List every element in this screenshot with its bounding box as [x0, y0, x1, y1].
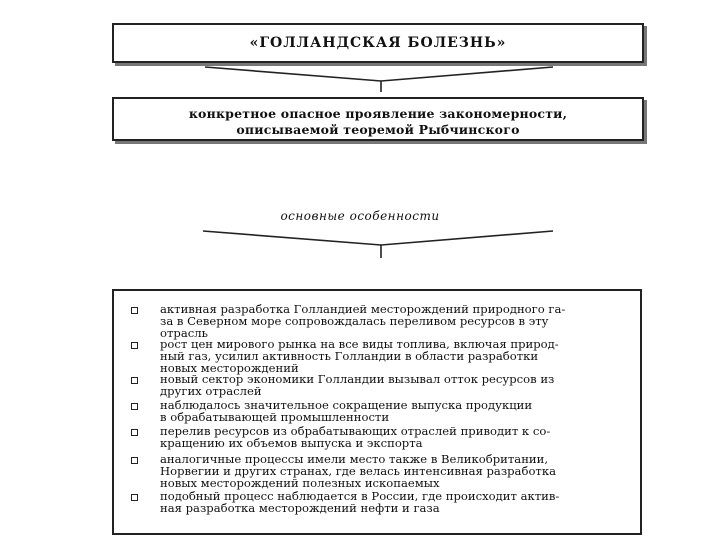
list-item-line: в обрабатывающей промышленности: [160, 410, 390, 425]
list-item-line: аналогичные процессы имели место также в Великобритании,: [160, 452, 549, 466]
arrow-down-2: [203, 231, 553, 258]
features-label: основные особенности: [280, 209, 440, 223]
list-item-line: других отраслей: [160, 384, 262, 399]
list-item-line: подобный процесс наблюдается в России, где происходит актив-: [160, 489, 560, 503]
list-item-text: [160, 373, 632, 397]
list-item-line: ный газ, усилил активность Голландии в области разработки: [160, 349, 539, 364]
list-item-line: активная разработка Голландией месторождений природного га-: [160, 302, 566, 316]
list-item-text: [160, 399, 632, 423]
list-item-line: новых месторождений: [160, 361, 299, 376]
list-item-line: ная разработка месторождений нефти и газа: [160, 501, 440, 516]
list-item-line: за в Северном море сопровождалась переливом ресурсов в эту: [160, 314, 549, 329]
list-item-line: перелив ресурсов из обрабатывающих отраслей приводит к со-: [160, 424, 551, 438]
features-list-box: [112, 289, 642, 535]
bullet-square-icon: [131, 429, 138, 436]
definition-box: [112, 97, 644, 141]
bullet-square-icon: [131, 403, 138, 410]
bullet-square-icon: [131, 494, 138, 501]
bullet-square-icon: [131, 457, 138, 464]
list-item-line: кращению их объемов выпуска и экспорта: [160, 436, 423, 451]
list-item-text: [160, 425, 632, 449]
list-item-line: рост цен мирового рынка на все виды топлива, включая природ-: [160, 337, 559, 351]
list-item-text: [160, 490, 632, 514]
list-item-line: наблюдалось значительное сокращение выпуска продукции: [160, 398, 533, 412]
definition-line-1: конкретное опасное проявление закономерности,: [188, 106, 568, 121]
bullet-square-icon: [131, 377, 138, 384]
list-item-line: новый сектор экономики Голландии вызывал отток ресурсов из: [160, 372, 555, 386]
diagram-title: «ГОЛЛАНДСКАЯ БОЛЕЗНЬ»: [249, 35, 507, 51]
list-item-line: отрасль: [160, 326, 208, 341]
list-item-line: новых месторождений полезных ископаемых: [160, 476, 440, 491]
list-item-line: Норвегии и других странах, где велась интенсивная разработка: [160, 464, 557, 479]
bullet-square-icon: [131, 307, 138, 314]
list-item-text: [160, 338, 632, 375]
definition-line-2: описываемой теоремой Рыбчинского: [236, 122, 520, 137]
list-item-text: [160, 303, 632, 340]
arrow-down-1: [205, 67, 553, 92]
bullet-square-icon: [131, 342, 138, 349]
list-item-text: [160, 453, 632, 490]
